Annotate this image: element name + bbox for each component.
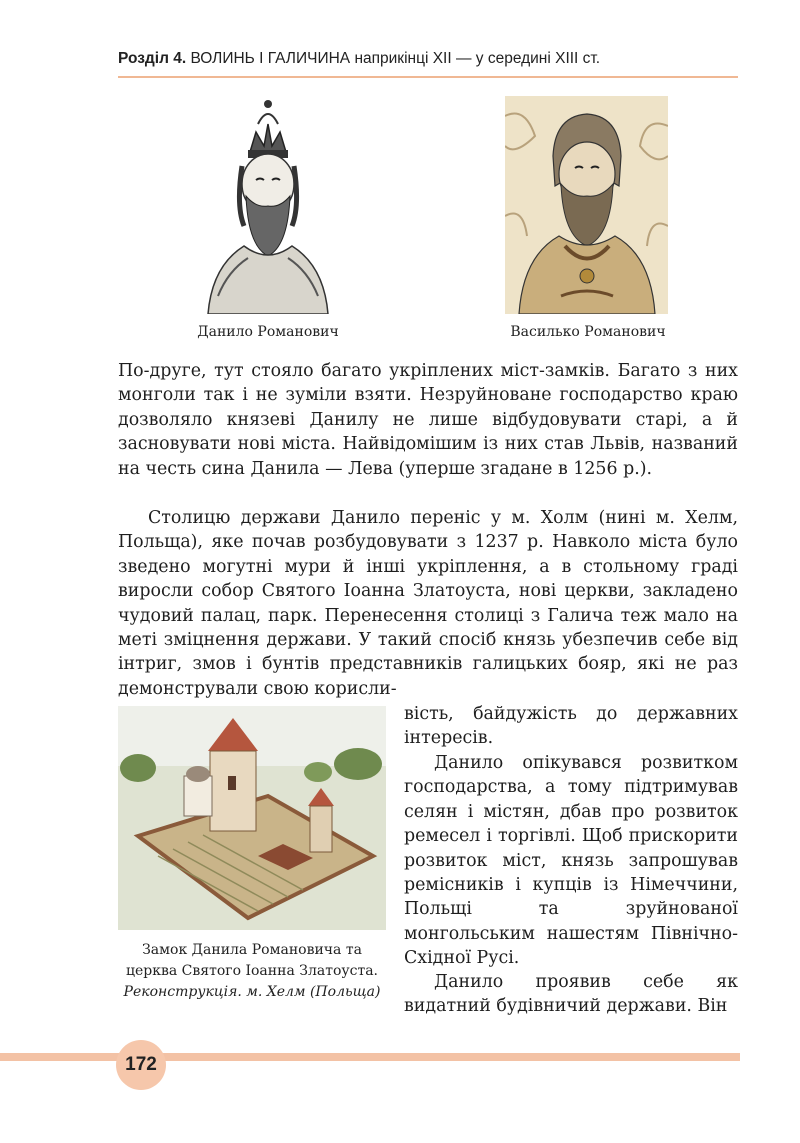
section-title: ВОЛИНЬ І ГАЛИЧИНА [190,50,351,67]
castle-illustration [118,706,386,930]
right-column-paragraph-3: Данило проявив себе як видатний будівничий держави. Він [404,972,738,1017]
castle-caption-italic: Реконструкція. м. Хелм (Польща) [123,984,381,1000]
header-rule [118,76,738,78]
portrait-danylo-drawing [188,96,348,314]
portrait-caption-vasylko: Василько Романович [510,324,666,340]
portrait-danylo [188,96,348,314]
right-column-paragraph-1: вість, байдужість до державних інтересів. [404,704,738,749]
portrait-vasylko-drawing [505,96,668,314]
portrait-vasylko [505,96,668,314]
portrait-caption-danylo: Данило Романович [197,324,339,340]
section-label: Розділ 4. [118,50,187,67]
castle-caption [118,940,386,1003]
castle-drawing [118,706,386,930]
page-number: 172 [125,1054,157,1075]
paragraph-2: Столицю держави Данило переніс у м. Холм (нині м. Хелм, Польща), яке почав розбудовувати з 1237 р. Навколо міста було зведено могутні мури й інші укріплення, а в стольному граді виросли собор Святого Іоанна Златоуста, нові церкви, закладено чудовий палац, парк. Перенесення столиці з Галича теж мало на меті зміцнення держави. У такий спосіб князь убезпечив себе від інтриг, змов і бунтів представників галицьких бояр, які не раз демонстрували свою корисли- [118,508,738,699]
section-period: наприкінці XII — у середині XIII ст. [354,50,601,67]
right-column-paragraph-2: Данило опікувався розвитком господарства, а тому підтримував селян і містян, дбав про розвиток ремесел і торгівлі. Щоб прискорити розвиток міст, князь запрошував ремісників і купців із Німеччини, Польщі та зруйнованої монгольським нашестям Північно-Східної Русі. [404,753,738,969]
page-header [118,50,738,68]
footer-bar [0,1053,740,1061]
paragraph-1: По-друге, тут стояло багато укріплених міст-замків. Багато з них монголи так і не зуміли взяти. Незруйноване господарство краю дозволяло князеві Данилу не лише відбудовувати старі, а й засновувати нові міста. Найвідомішим із них став Львів, названий на честь сина Данила — Лева (уперше згадане в 1256 р.). [118,361,738,479]
castle-caption-main: Замок Данила Романовича та церква Святого Іоанна Златоуста. [125,942,378,979]
